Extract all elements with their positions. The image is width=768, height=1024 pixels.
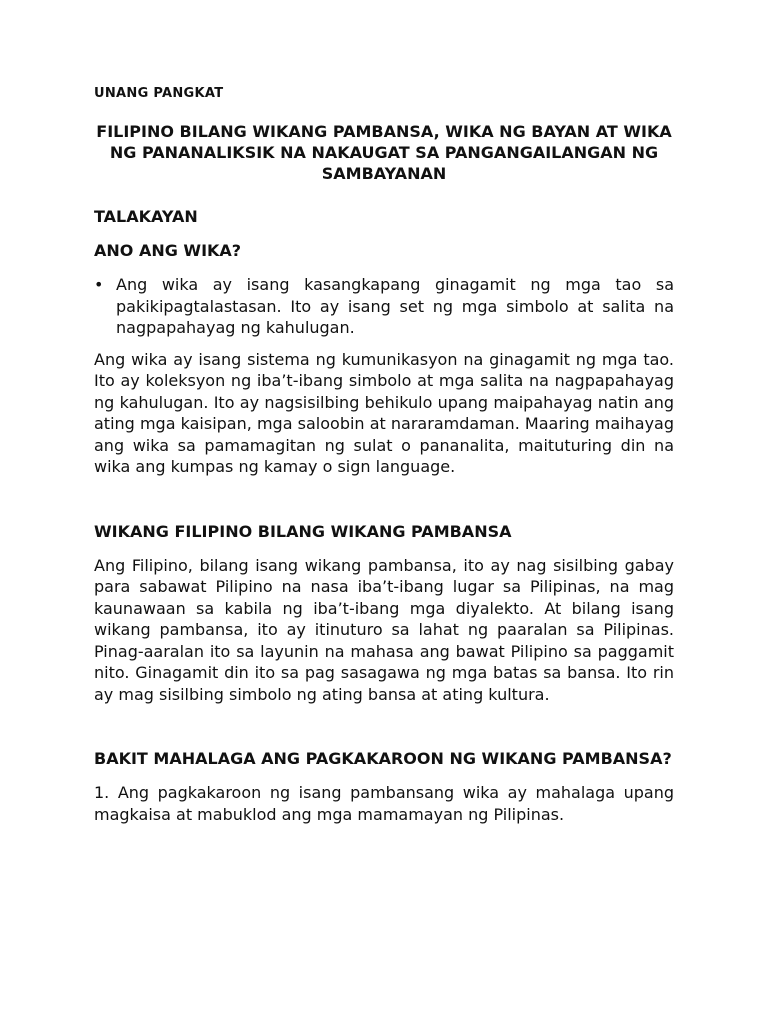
bullet-item (94, 274, 674, 339)
bullet-list (94, 274, 674, 339)
section-heading-ano-ang-wika: ANO ANG WIKA? (94, 241, 242, 260)
bullet-text: Ang wika ay isang kasangkapang ginagamit ng mga tao sa pakikipagtalastasan. Ito ay isang set ng mga simbolo at salita na nagpapahayag ng kahulugan. (116, 275, 674, 337)
document-title: FILIPINO BILANG WIKANG PAMBANSA, WIKA NG BAYAN AT WIKA NG PANANALIKSIK NA NAKAUGAT SA PANGANGAILANGAN NG SAMBAYANAN (96, 122, 672, 183)
section-heading-bakit-mahalaga: BAKIT MAHALAGA ANG PAGKAKAROON NG WIKANG PAMBANSA? (94, 749, 672, 768)
section-heading-wikang-filipino: WIKANG FILIPINO BILANG WIKANG PAMBANSA (94, 521, 512, 541)
paragraph-bakit-mahalaga: 1. Ang pagkakaroon ng isang pambansang wika ay mahalaga upang magkaisa at mabuklod ang mga mamamayan ng Pilipinas. (94, 783, 674, 824)
spacer (94, 717, 674, 748)
section-label: TALAKAYAN (94, 207, 198, 226)
paragraph-ano-ang-wika: Ang wika ay isang sistema ng kumunikasyon na ginagamit ng mga tao. Ito ay koleksyon ng iba’t-ibang simbolo at mga salita na nagpapahayag ng kahulugan. Ito ay nagsisilbing behikulo upang maipahayag natin ang ating mga kaisipan, mga saloobin at nararamdaman. Maaring maihayag ang wika sa pamamagitan ng sulat o pananalita, maituturing din na wika ang kumpas ng kamay o sign language. (94, 349, 674, 476)
bullet-icon: • (94, 275, 104, 294)
group-label: UNANG PANGKAT (94, 86, 224, 101)
spacer (94, 490, 674, 521)
document-page (94, 86, 674, 837)
paragraph-wikang-filipino: Ang Filipino, bilang isang wikang pambansa, ito ay nag sisilbing gabay para sabawat Pilipino na nasa iba’t-ibang lugar sa Pilipinas, na mag kaunawaan sa kabila ng iba’t-ibang mga diyalekto. At bilang isang wikang pambansa, ito ay itinuturo sa lahat ng paaralan sa Pilipinas. Pinag-aaralan ito sa layunin na mahasa ang bawat Pilipino sa paggamit nito. Ginagamit din ito sa pag sasagawa ng mga batas sa bansa. Ito rin ay mag sisilbing simbolo ng ating bansa at ating kultura. (94, 555, 674, 704)
